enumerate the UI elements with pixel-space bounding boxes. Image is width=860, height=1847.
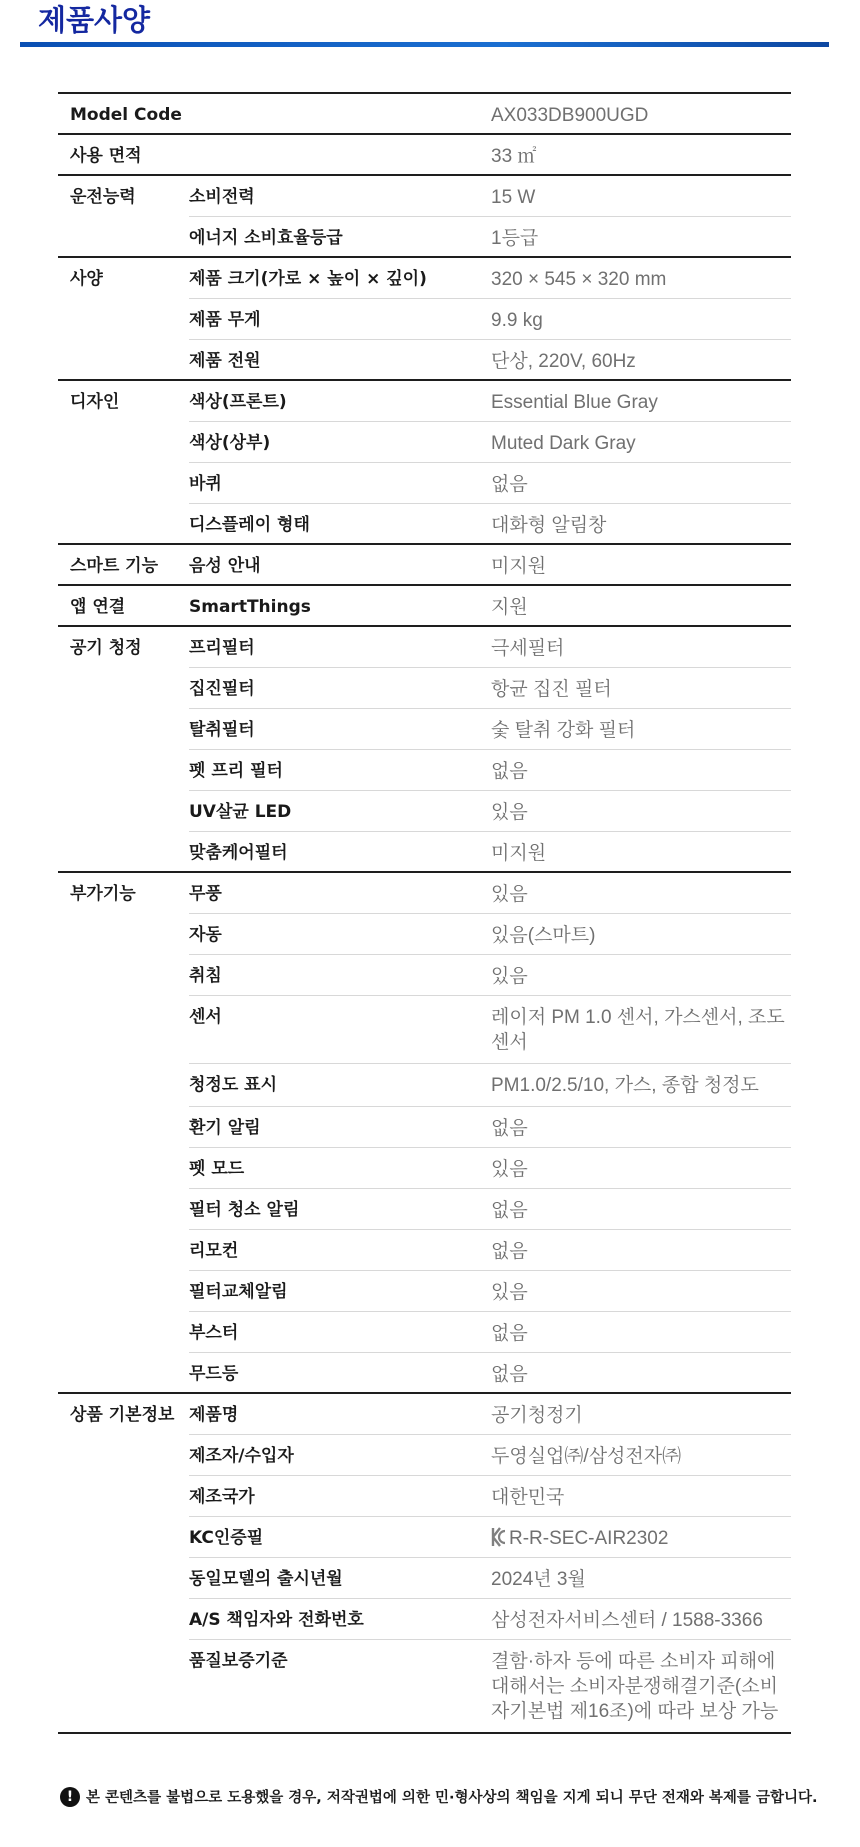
spec-label: UV살균 LED [189,790,491,831]
spec-label: 제품 전원 [189,339,491,380]
spec-label: SmartThings [189,585,491,626]
spec-value: 숯 탈취 강화 필터 [491,708,791,749]
spec-value: 없음 [491,462,791,503]
spec-label: 색상(상부) [189,421,491,462]
spec-row [58,175,791,216]
spec-value: 없음 [491,1311,791,1352]
spec-row [58,380,791,421]
spec-label: 바퀴 [189,462,491,503]
spec-value: 있음 [491,1270,791,1311]
spec-label: 부스터 [189,1311,491,1352]
spec-value: 있음 [491,872,791,913]
spec-group-app: 앱 연결 [58,585,189,626]
spec-label: 청정도 표시 [189,1063,491,1106]
spec-label: 프리필터 [189,626,491,667]
spec-row [58,872,791,913]
spec-value: 320 × 545 × 320 mm [491,257,791,298]
spec-label: 리모컨 [189,1229,491,1270]
spec-value: PM1.0/2.5/10, 가스, 종합 청정도 [491,1063,791,1106]
spec-label: 필터교체알림 [189,1270,491,1311]
spec-value: 33 ㎡ [491,134,791,175]
spec-row-area [58,134,791,175]
spec-value: 항균 집진 필터 [491,667,791,708]
spec-value: 없음 [491,1188,791,1229]
spec-value: 극세필터 [491,626,791,667]
spec-label: 동일모델의 출시년월 [189,1557,491,1598]
spec-label: 에너지 소비효율등급 [189,216,491,257]
spec-label: 필터 청소 알림 [189,1188,491,1229]
spec-label: KC인증필 [189,1516,491,1557]
spec-label: 제품 무게 [189,298,491,339]
spec-group-power: 운전능력 [58,175,189,257]
spec-label: 음성 안내 [189,544,491,585]
spec-row [58,544,791,585]
spec-value: Essential Blue Gray [491,380,791,421]
kc-cert-number: R-R-SEC-AIR2302 [509,1527,669,1549]
spec-value: 레이저 PM 1.0 센서, 가스센서, 조도센서 [491,995,791,1063]
spec-label: 사용 면적 [58,134,491,175]
spec-value: 있음(스마트) [491,913,791,954]
spec-group-smart: 스마트 기능 [58,544,189,585]
spec-label: 집진필터 [189,667,491,708]
spec-row [58,257,791,298]
spec-group-design: 디자인 [58,380,189,544]
spec-value: 대화형 알림창 [491,503,791,544]
kc-mark-icon [491,1527,506,1547]
spec-row [58,1393,791,1434]
spec-group-air: 공기 청정 [58,626,189,872]
title-underline [20,42,829,47]
spec-group-specs: 사양 [58,257,189,380]
spec-value: 결함·하자 등에 따른 소비자 피해에 대해서는 소비자분쟁해결기준(소비자기본법 제16조)에 따라 보상 가능 [491,1639,791,1733]
spec-label: 품질보증기준 [189,1639,491,1733]
spec-value: 없음 [491,749,791,790]
page-title: 제품사양 [38,3,151,37]
spec-label: 디스플레이 형태 [189,503,491,544]
spec-label: 무드등 [189,1352,491,1393]
spec-value: 단상, 220V, 60Hz [491,339,791,380]
notice-text: 본 콘텐츠를 불법으로 도용했을 경우, 저작권법에 의한 민·형사상의 책임을 지게 되니 무단 전재와 복제를 금합니다. [86,1790,818,1806]
spec-value: 공기청정기 [491,1393,791,1434]
spec-label: 제조자/수입자 [189,1434,491,1475]
spec-value: 미지원 [491,831,791,872]
spec-value: 없음 [491,1106,791,1147]
spec-value: 미지원 [491,544,791,585]
spec-value: 있음 [491,790,791,831]
spec-label: 제품 크기(가로 × 높이 × 깊이) [189,257,491,298]
spec-value: 지원 [491,585,791,626]
spec-label: 환기 알림 [189,1106,491,1147]
copyright-notice [60,1786,830,1807]
spec-group-extra: 부가기능 [58,872,189,1393]
spec-value: 있음 [491,954,791,995]
spec-value: Muted Dark Gray [491,421,791,462]
spec-label: Model Code [58,93,491,134]
spec-label: 탈취필터 [189,708,491,749]
spec-value: 있음 [491,1147,791,1188]
spec-value: 9.9 kg [491,298,791,339]
spec-value: 삼성전자서비스센터 / 1588-3366 [491,1598,791,1639]
spec-table [58,92,791,1734]
spec-value: 대한민국 [491,1475,791,1516]
spec-label: 맞춤케어필터 [189,831,491,872]
exclamation-icon: ! [60,1787,80,1807]
spec-row [58,585,791,626]
spec-label: 펫 모드 [189,1147,491,1188]
spec-label: A/S 책임자와 전화번호 [189,1598,491,1639]
spec-label: 무풍 [189,872,491,913]
spec-value: 없음 [491,1229,791,1270]
spec-label: 자동 [189,913,491,954]
spec-label: 펫 프리 필터 [189,749,491,790]
spec-label: 센서 [189,995,491,1063]
spec-value: 없음 [491,1352,791,1393]
spec-value: 두영실업㈜/삼성전자㈜ [491,1434,791,1475]
spec-label: 색상(프론트) [189,380,491,421]
spec-label: 제조국가 [189,1475,491,1516]
spec-value: 1등급 [491,216,791,257]
spec-value: 2024년 3월 [491,1557,791,1598]
spec-row-model_code [58,93,791,134]
spec-group-basic: 상품 기본정보 [58,1393,189,1733]
spec-label: 취침 [189,954,491,995]
spec-label: 소비전력 [189,175,491,216]
spec-row [58,626,791,667]
spec-label: 제품명 [189,1393,491,1434]
spec-value: AX033DB900UGD [491,93,791,134]
spec-value: 15 W [491,175,791,216]
spec-value [491,1516,791,1557]
